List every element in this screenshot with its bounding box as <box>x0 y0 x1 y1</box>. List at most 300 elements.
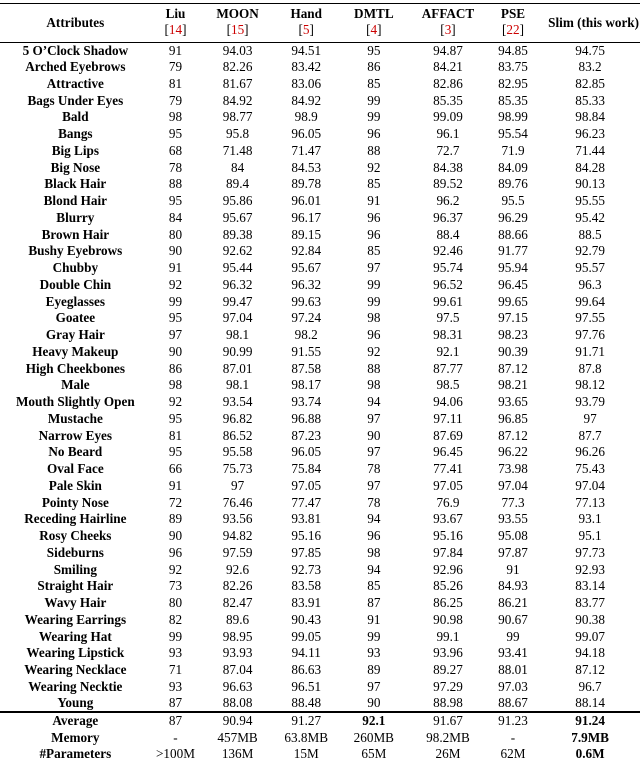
accuracy-cell: 95.5 <box>501 193 525 209</box>
accuracy-cell: 95 <box>168 444 183 460</box>
table-header <box>0 4 640 42</box>
table-row <box>0 545 640 562</box>
accuracy-cell: 96.17 <box>291 209 322 225</box>
accuracy-cell: 97.55 <box>575 310 605 326</box>
accuracy-cell: 79 <box>168 92 183 108</box>
attribute-name: Oval Face <box>46 461 104 477</box>
accuracy-cell: 90 <box>168 343 183 359</box>
table-row <box>0 411 640 428</box>
accuracy-cell: 77.41 <box>433 461 463 477</box>
accuracy-cell: 93.54 <box>222 394 253 410</box>
table-row <box>0 243 640 260</box>
accuracy-cell: 85 <box>367 243 381 259</box>
accuracy-cell: 94.03 <box>222 42 253 58</box>
accuracy-cell: 93.74 <box>291 394 322 410</box>
attribute-name: Heavy Makeup <box>32 343 119 359</box>
method-name: MOON <box>216 6 259 21</box>
accuracy-cell: 84.21 <box>433 59 463 75</box>
accuracy-cell: 87.8 <box>578 360 602 376</box>
accuracy-cell: 73.98 <box>498 461 528 477</box>
accuracy-cell: 96.26 <box>575 444 605 460</box>
table-row <box>0 511 640 528</box>
accuracy-cell: 91.71 <box>575 343 605 359</box>
accuracy-cell: 92 <box>367 159 381 175</box>
table-row <box>0 92 640 109</box>
header-row <box>0 4 640 42</box>
accuracy-cell: 91 <box>367 193 381 209</box>
summary-cell: 91.24 <box>575 713 605 729</box>
accuracy-cell: 75.73 <box>222 461 253 477</box>
accuracy-cell: 93.79 <box>575 394 605 410</box>
accuracy-cell: 97.84 <box>433 544 463 560</box>
accuracy-cell: 92.1 <box>436 343 460 359</box>
accuracy-cell: 97.5 <box>436 310 460 326</box>
summary-cell: 63.8MB <box>284 729 329 745</box>
accuracy-cell: 88.01 <box>498 662 528 678</box>
table-row <box>0 662 640 679</box>
accuracy-cell: 96.2 <box>436 193 460 209</box>
table-row <box>0 226 640 243</box>
attribute-name: No Beard <box>48 444 103 460</box>
table-row <box>0 444 640 461</box>
accuracy-cell: 96.23 <box>575 126 605 142</box>
accuracy-cell: 87.04 <box>222 662 253 678</box>
accuracy-cell: 97.29 <box>433 678 463 694</box>
table-row <box>0 595 640 612</box>
attribute-name: Smiling <box>53 561 97 577</box>
accuracy-cell: 97 <box>367 410 381 426</box>
accuracy-cell: 90.38 <box>575 611 605 627</box>
accuracy-cell: 96.45 <box>433 444 463 460</box>
accuracy-cell: 78 <box>367 494 381 510</box>
accuracy-cell: 94.06 <box>433 394 463 410</box>
accuracy-cell: 99.07 <box>575 628 605 644</box>
accuracy-cell: 85 <box>367 75 381 91</box>
accuracy-cell: 92.6 <box>226 561 250 577</box>
table-row <box>0 277 640 294</box>
accuracy-cell: 84 <box>230 159 245 175</box>
accuracy-cell: 93.67 <box>433 511 463 527</box>
accuracy-cell: 98.31 <box>433 327 463 343</box>
table-row <box>0 126 640 143</box>
attribute-name: Double Chin <box>39 276 112 292</box>
accuracy-cell: 81.67 <box>222 75 253 91</box>
table-row <box>0 427 640 444</box>
accuracy-cell: 98.23 <box>498 327 528 343</box>
accuracy-cell: 89.27 <box>433 662 463 678</box>
accuracy-cell: 97.04 <box>498 477 528 493</box>
accuracy-cell: 96 <box>367 126 381 142</box>
accuracy-cell: 86 <box>367 59 381 75</box>
method-ref: 22 <box>506 22 520 37</box>
accuracy-cell: 99.05 <box>291 628 322 644</box>
table-row <box>0 193 640 210</box>
table-row <box>0 478 640 495</box>
accuracy-cell: 86 <box>168 360 183 376</box>
accuracy-cell: 97 <box>367 477 381 493</box>
summary-row <box>0 746 640 762</box>
accuracy-cell: 95.54 <box>498 126 528 142</box>
attribute-name: Rosy Cheeks <box>39 528 112 544</box>
accuracy-cell: 98 <box>168 377 183 393</box>
accuracy-cell: 97.04 <box>575 477 605 493</box>
accuracy-cell: 88.48 <box>291 695 322 711</box>
attribute-name: Wearing Lipstick <box>26 645 125 661</box>
accuracy-cell: 85.33 <box>575 92 605 108</box>
accuracy-cell: 90.39 <box>498 343 528 359</box>
attribute-name: Black Hair <box>44 176 107 192</box>
accuracy-cell: 90.99 <box>222 343 253 359</box>
accuracy-cell: 99.09 <box>433 109 463 125</box>
attribute-name: Wearing Earrings <box>24 611 127 627</box>
accuracy-cell: 94 <box>367 511 381 527</box>
accuracy-cell: 97.59 <box>222 544 253 560</box>
table-row <box>0 628 640 645</box>
accuracy-cell: 95 <box>168 310 183 326</box>
summary-cell: 91.27 <box>291 713 322 729</box>
accuracy-cell: 87.23 <box>291 427 322 443</box>
accuracy-cell: 81 <box>168 427 183 443</box>
accuracy-cell: 93.93 <box>222 645 253 661</box>
accuracy-cell: 85 <box>367 176 381 192</box>
attribute-name: Wearing Necklace <box>24 662 127 678</box>
attribute-name: Wearing Necktie <box>28 678 123 694</box>
header-method: MOON [15] <box>216 6 259 37</box>
accuracy-cell: 89.78 <box>291 176 322 192</box>
header-slim: Slim (this work) <box>548 14 640 30</box>
accuracy-cell: 75.84 <box>291 461 322 477</box>
accuracy-cell: 79 <box>168 59 183 75</box>
accuracy-cell: 96.05 <box>291 444 322 460</box>
summary-cell: 457MB <box>217 729 258 745</box>
accuracy-cell: 98.99 <box>498 109 528 125</box>
table-row <box>0 76 640 93</box>
accuracy-cell: 95 <box>168 126 183 142</box>
accuracy-cell: 83.14 <box>575 578 605 594</box>
table-row <box>0 327 640 344</box>
accuracy-cell: 97.15 <box>498 310 528 326</box>
accuracy-cell: 88.08 <box>222 695 253 711</box>
accuracy-cell: 95.16 <box>291 528 322 544</box>
attribute-name: Bald <box>62 109 89 125</box>
accuracy-cell: 83.06 <box>291 75 322 91</box>
attribute-name: Young <box>57 695 94 711</box>
accuracy-cell: 87.58 <box>291 360 322 376</box>
accuracy-cell: 93 <box>367 645 381 661</box>
accuracy-cell: 98 <box>367 310 381 326</box>
accuracy-cell: 94.75 <box>575 42 605 58</box>
table-row <box>0 344 640 361</box>
attribute-name: Bags Under Eyes <box>27 92 124 108</box>
accuracy-cell: 95.94 <box>498 260 528 276</box>
table-body <box>0 42 640 712</box>
summary-row <box>0 729 640 746</box>
summary-cell: 7.9MB <box>571 729 609 745</box>
accuracy-cell: 88.4 <box>436 226 460 242</box>
summary-cell: 136M <box>221 745 254 761</box>
accuracy-cell: 98 <box>367 544 381 560</box>
accuracy-cell: 89.76 <box>498 176 528 192</box>
accuracy-cell: 84.38 <box>433 159 463 175</box>
accuracy-cell: 90.13 <box>575 176 605 192</box>
table-row <box>0 293 640 310</box>
table-row <box>0 612 640 629</box>
accuracy-cell: 97.05 <box>291 477 322 493</box>
accuracy-cell: 90.98 <box>433 611 463 627</box>
accuracy-cell: 87.12 <box>498 360 528 376</box>
accuracy-cell: 95.42 <box>575 209 605 225</box>
accuracy-cell: 93.1 <box>578 511 602 527</box>
accuracy-cell: 91 <box>168 42 183 58</box>
accuracy-cell: 98 <box>367 377 381 393</box>
accuracy-cell: 71.9 <box>501 142 525 158</box>
accuracy-cell: 92.93 <box>575 561 605 577</box>
accuracy-cell: 97 <box>367 260 381 276</box>
accuracy-cell: 72 <box>168 494 183 510</box>
accuracy-cell: 97.76 <box>575 327 605 343</box>
accuracy-cell: 83.75 <box>498 59 528 75</box>
accuracy-cell: 82.86 <box>433 75 463 91</box>
accuracy-cell: 96.52 <box>433 276 463 292</box>
accuracy-cell: 87.12 <box>498 427 528 443</box>
method-ref: 5 <box>302 22 310 37</box>
accuracy-cell: 95.8 <box>226 126 250 142</box>
accuracy-cell: 97.11 <box>433 410 463 426</box>
accuracy-cell: 88 <box>367 360 381 376</box>
accuracy-cell: 96 <box>367 209 381 225</box>
summary-cell: 98.2MB <box>426 729 470 745</box>
accuracy-cell: 85.35 <box>498 92 528 108</box>
attribute-name: Big Lips <box>51 142 99 158</box>
accuracy-cell: 92.79 <box>575 243 605 259</box>
accuracy-cell: 88.66 <box>498 226 528 242</box>
attribute-name: Blond Hair <box>43 193 108 209</box>
accuracy-cell: 78 <box>168 159 183 175</box>
accuracy-cell: 88.67 <box>498 695 528 711</box>
accuracy-cell: 96.3 <box>578 276 602 292</box>
attribute-name: Pale Skin <box>48 477 102 493</box>
accuracy-cell: 93 <box>168 678 183 694</box>
accuracy-cell: 84.53 <box>291 159 322 175</box>
table-row <box>0 494 640 511</box>
summary-cell: 91.67 <box>433 713 463 729</box>
summary-label: Memory <box>51 729 100 745</box>
summary-cell: 91.23 <box>498 713 528 729</box>
accuracy-cell: 93.65 <box>498 394 528 410</box>
accuracy-cell: 90 <box>367 695 381 711</box>
accuracy-cell: 83.2 <box>578 59 602 75</box>
table-row <box>0 42 640 59</box>
accuracy-cell: 82.95 <box>498 75 528 91</box>
accuracy-cell: 82.26 <box>222 578 253 594</box>
accuracy-cell: 98.1 <box>226 327 250 343</box>
accuracy-cell: 83.77 <box>575 595 605 611</box>
attribute-name: Pointy Nose <box>41 494 109 510</box>
summary-cell: >100M <box>155 745 195 761</box>
accuracy-cell: 86.63 <box>291 662 322 678</box>
summary-cell: - <box>173 729 178 745</box>
accuracy-cell: 92.46 <box>433 243 463 259</box>
accuracy-cell: 82.47 <box>222 595 253 611</box>
accuracy-cell: 96.51 <box>291 678 322 694</box>
accuracy-cell: 93.81 <box>291 511 322 527</box>
accuracy-cell: 97 <box>583 410 597 426</box>
accuracy-cell: 83.42 <box>291 59 322 75</box>
table-row <box>0 159 640 176</box>
accuracy-cell: 98.1 <box>226 377 250 393</box>
accuracy-cell: 85.26 <box>433 578 463 594</box>
accuracy-cell: 86.25 <box>433 595 463 611</box>
accuracy-cell: 91.77 <box>498 243 528 259</box>
accuracy-cell: 94.18 <box>575 645 605 661</box>
accuracy-cell: 95.67 <box>291 260 322 276</box>
accuracy-cell: 96.82 <box>222 410 253 426</box>
accuracy-cell: 84.28 <box>575 159 605 175</box>
accuracy-cell: 87.12 <box>575 662 605 678</box>
table-row <box>0 578 640 595</box>
accuracy-cell: 94.87 <box>433 42 463 58</box>
header-attributes: Attributes <box>46 14 105 30</box>
accuracy-cell: 95.67 <box>222 209 253 225</box>
accuracy-cell: 99 <box>168 293 183 309</box>
attribute-name: Receding Hairline <box>24 511 127 527</box>
accuracy-cell: 99.64 <box>575 293 605 309</box>
accuracy-cell: 99 <box>168 628 183 644</box>
accuracy-cell: 91 <box>168 477 183 493</box>
accuracy-cell: 77.3 <box>501 494 525 510</box>
accuracy-cell: 71.44 <box>575 142 605 158</box>
accuracy-cell: 99 <box>367 293 381 309</box>
accuracy-cell: 96.32 <box>291 276 322 292</box>
accuracy-cell: 91 <box>506 561 520 577</box>
accuracy-cell: 71 <box>168 662 183 678</box>
accuracy-cell: 77.47 <box>291 494 322 510</box>
accuracy-cell: 82.85 <box>575 75 605 91</box>
header-method: AFFACT [3] <box>421 6 475 37</box>
accuracy-cell: 84.93 <box>498 578 528 594</box>
accuracy-cell: 95 <box>367 42 381 58</box>
header-method: Hand [5] <box>290 6 322 37</box>
summary-cell: - <box>510 729 516 745</box>
accuracy-cell: 95.58 <box>222 444 253 460</box>
accuracy-cell: 97 <box>230 477 245 493</box>
accuracy-cell: 83.58 <box>291 578 322 594</box>
accuracy-cell: 90 <box>168 243 183 259</box>
accuracy-cell: 80 <box>168 226 183 242</box>
accuracy-cell: 96.45 <box>498 276 528 292</box>
attribute-name: Bushy Eyebrows <box>28 243 123 259</box>
accuracy-cell: 96.7 <box>578 678 602 694</box>
accuracy-cell: 97.24 <box>291 310 322 326</box>
attribute-name: Straight Hair <box>37 578 114 594</box>
accuracy-cell: 84.92 <box>222 92 253 108</box>
accuracy-cell: 96.29 <box>498 209 528 225</box>
table-row <box>0 645 640 662</box>
accuracy-cell: 92.73 <box>291 561 322 577</box>
accuracy-cell: 98 <box>168 109 183 125</box>
accuracy-cell: 98.9 <box>294 109 318 125</box>
accuracy-cell: 97 <box>367 678 381 694</box>
accuracy-cell: 99.47 <box>222 293 253 309</box>
accuracy-cell: 92 <box>168 394 183 410</box>
attribute-name: High Cheekbones <box>25 360 125 376</box>
attribute-name: Chubby <box>52 260 99 276</box>
header-method: PSE [22] <box>500 6 526 37</box>
accuracy-cell: 92 <box>367 343 381 359</box>
accuracy-cell: 77.13 <box>575 494 605 510</box>
table-row <box>0 143 640 160</box>
accuracy-cell: 95.74 <box>433 260 463 276</box>
accuracy-cell: 97.87 <box>498 544 528 560</box>
attribute-name: Blurry <box>56 209 95 225</box>
accuracy-cell: 94 <box>367 394 381 410</box>
table-row <box>0 210 640 227</box>
accuracy-cell: 95.16 <box>433 528 463 544</box>
accuracy-cell: 82.26 <box>222 59 253 75</box>
accuracy-cell: 97.73 <box>575 544 605 560</box>
accuracy-cell: 89.4 <box>226 176 250 192</box>
accuracy-cell: 96.63 <box>222 678 253 694</box>
accuracy-cell: 97.03 <box>498 678 528 694</box>
accuracy-cell: 95.1 <box>578 528 602 544</box>
accuracy-cell: 87.7 <box>578 427 602 443</box>
accuracy-cell: 86.21 <box>498 595 528 611</box>
summary-cell: 90.94 <box>222 713 253 729</box>
summary-label: #Parameters <box>39 745 112 761</box>
accuracy-cell: 99 <box>367 276 381 292</box>
accuracy-cell: 66 <box>168 461 183 477</box>
accuracy-cell: 98.84 <box>575 109 605 125</box>
method-name: PSE <box>500 6 526 21</box>
summary-cell: 87 <box>168 713 183 729</box>
table-row <box>0 310 640 327</box>
accuracy-cell: 90.67 <box>498 611 528 627</box>
method-name: Hand <box>290 6 322 21</box>
attribute-name: Attractive <box>46 75 104 91</box>
attribute-name: 5 O’Clock Shadow <box>22 42 129 58</box>
header-method: DMTL [4] <box>354 6 394 37</box>
attribute-name: Gray Hair <box>45 327 105 343</box>
summary-cell: 0.6M <box>575 745 605 761</box>
accuracy-cell: 98.77 <box>222 109 253 125</box>
accuracy-cell: 99.63 <box>291 293 322 309</box>
method-name: Liu <box>165 6 186 21</box>
method-ref: 3 <box>444 22 452 37</box>
accuracy-cell: 84.09 <box>498 159 528 175</box>
accuracy-cell: 92 <box>168 561 183 577</box>
table-row <box>0 679 640 696</box>
method-ref: 14 <box>168 22 183 37</box>
table-row <box>0 360 640 377</box>
accuracy-cell: 99 <box>367 628 381 644</box>
attribute-name: Mustache <box>47 410 103 426</box>
accuracy-cell: 93.56 <box>222 511 253 527</box>
accuracy-cell: 90.43 <box>291 611 322 627</box>
attribute-name: Sideburns <box>46 544 104 560</box>
accuracy-cell: 92.96 <box>433 561 463 577</box>
accuracy-cell: 96.85 <box>498 410 528 426</box>
accuracy-cell: 98.95 <box>222 628 253 644</box>
accuracy-cell: 97 <box>168 327 183 343</box>
table-summary <box>0 712 640 762</box>
accuracy-cell: 87 <box>168 695 183 711</box>
accuracy-cell: 95 <box>168 410 183 426</box>
accuracy-cell: 98.21 <box>498 377 528 393</box>
method-ref: 4 <box>370 22 378 37</box>
accuracy-cell: 78 <box>367 461 381 477</box>
accuracy-cell: 90 <box>168 528 183 544</box>
accuracy-cell: 99.65 <box>498 293 528 309</box>
